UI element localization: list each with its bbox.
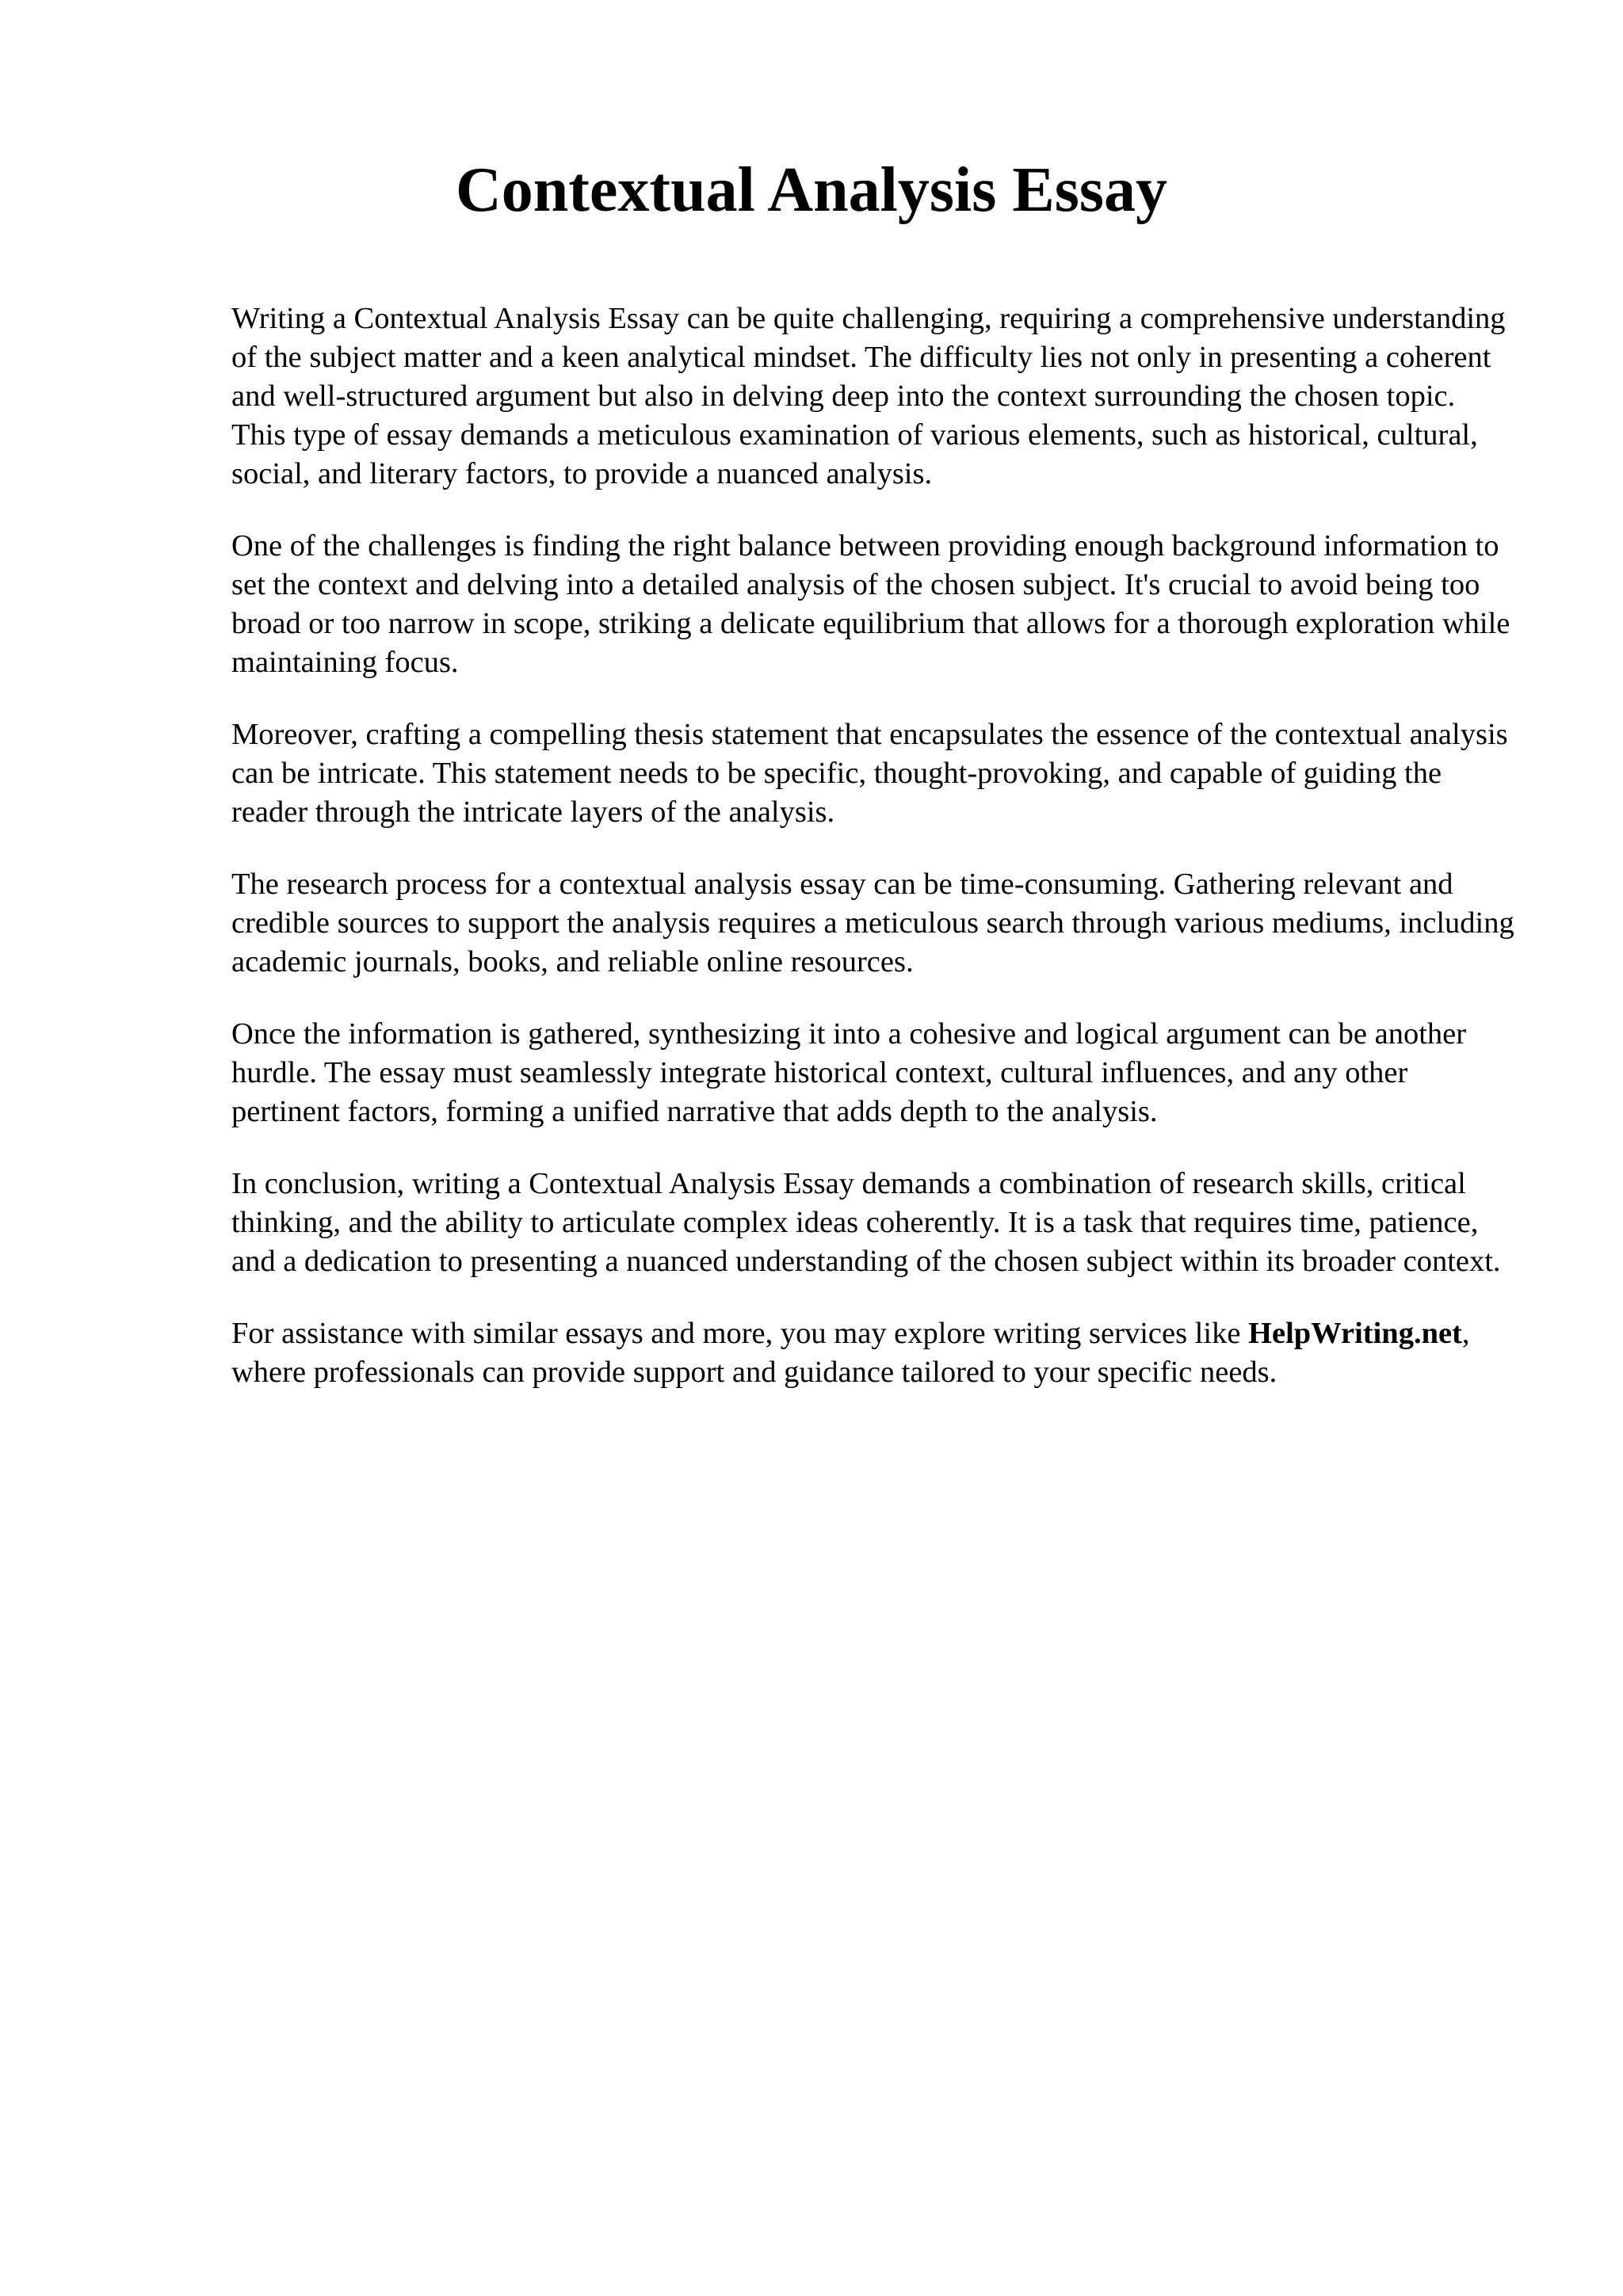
paragraph-thesis: Moreover, crafting a compelling thesis statement that encapsulates the essence of the contextual analysis can be intricate. This statement needs to be specific, thought-provoking, and capable of guiding the reader through the intricate layers of the analysis. xyxy=(231,718,1508,829)
paragraph-intro: Writing a Contextual Analysis Essay can be quite challenging, requiring a comprehensive understanding of the subject matter and a keen analytical mindset. The difficulty lies not only in presenting a coherent and well-structured argument but also in delving deep into the context surrounding the chosen topic. This type of essay demands a meticulous examination of various elements, such as historical, cultural, social, and literary factors, to provide a nuanced analysis. xyxy=(231,302,1506,490)
closing-text-after: , where professionals can provide support and guidance tailored to your specific needs. xyxy=(231,1317,1470,1389)
paragraph-conclusion: In conclusion, writing a Contextual Analysis Essay demands a combination of research skills, critical thinking, and the ability to articulate complex ideas coherently. It is a task that requires time, patience, and a dedication to presenting a nuanced understanding of the chosen subject within its broader context. xyxy=(231,1167,1501,1278)
paragraph-closing xyxy=(231,1314,1515,1392)
paragraph-balance: One of the challenges is finding the right balance between providing enough background information to set the context and delving into a detailed analysis of the chosen subject. It's crucial to avoid being too broad or too narrow in scope, striking a delicate equilibrium that allows for a thorough exploration while maintaining focus. xyxy=(231,529,1510,679)
document-title: Contextual Analysis Essay xyxy=(456,155,1167,225)
paragraph-synthesis: Once the information is gathered, synthesizing it into a cohesive and logical argument can be another hurdle. The essay must seamlessly integrate historical context, cultural influences, and any other pertinent factors, forming a unified narrative that adds depth to the analysis. xyxy=(231,1017,1467,1128)
closing-text-before: For assistance with similar essays and more, you may explore writing services like xyxy=(231,1317,1249,1350)
paragraph-research: The research process for a contextual analysis essay can be time-consuming. Gathering relevant and credible sources to support the analysis requires a meticulous search through various mediums, including academic journals, books, and reliable online resources. xyxy=(231,868,1514,978)
document-body xyxy=(231,299,1515,1425)
helpwriting-link[interactable]: HelpWriting.net xyxy=(1248,1317,1462,1350)
